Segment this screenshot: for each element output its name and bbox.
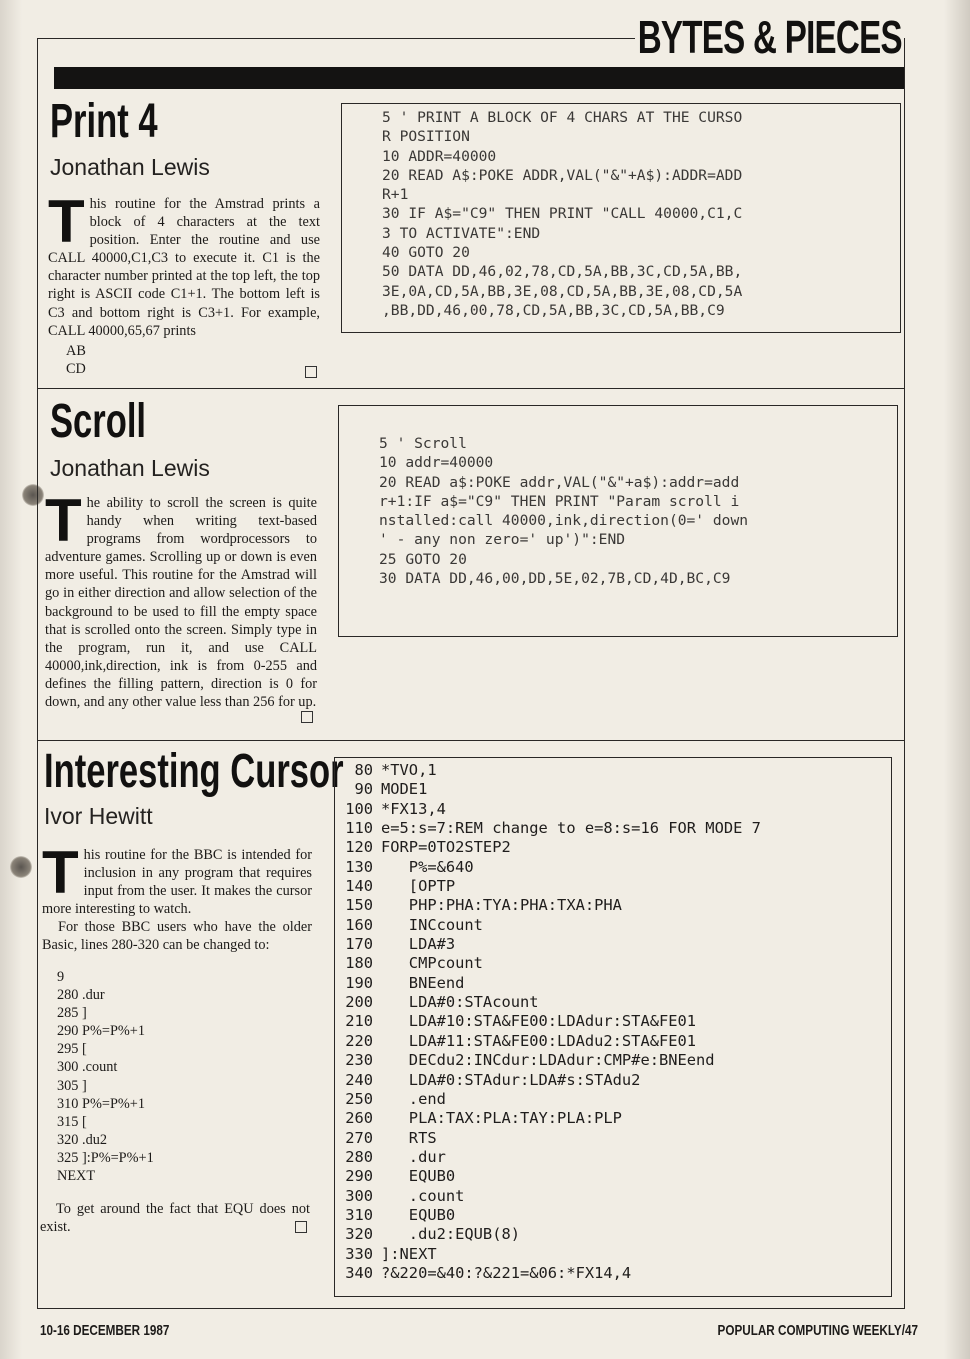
line-number: 260 <box>345 1109 373 1128</box>
listing-line: 290 P%=P%+1 <box>57 1023 146 1040</box>
line-statement: FORP=0TO2STEP2 <box>381 838 511 857</box>
frame-right-rule <box>904 38 905 1308</box>
line-statement: LDA#0:STAdur:LDA#s:STAdu2 <box>381 1070 641 1089</box>
body-paragraph: To get around the fact that EQU does not exist. <box>40 1201 310 1236</box>
code-line: R POSITION <box>382 128 470 146</box>
body-paragraph: For those BBC users who have the older Basic, lines 280-320 can be changed to: <box>42 919 312 954</box>
binder-hole <box>22 484 44 506</box>
code-line <box>337 1245 891 1264</box>
code-line <box>337 838 891 857</box>
line-number: 100 <box>345 799 373 818</box>
line-statement: PLA:TAX:PLA:TAY:PLA:PLP <box>381 1109 622 1128</box>
code-line <box>337 1225 891 1244</box>
line-number: 210 <box>345 1012 373 1031</box>
code-line <box>337 1071 891 1090</box>
line-statement: EQUB0 <box>381 1167 456 1186</box>
article-title-scroll: Scroll <box>50 395 147 448</box>
code-line: 5 ' Scroll <box>379 435 467 452</box>
frame-bottom-rule <box>37 1308 905 1309</box>
line-number: 80 <box>354 761 373 779</box>
code-line <box>337 935 891 954</box>
code-line <box>337 954 891 973</box>
end-mark <box>301 711 313 723</box>
line-statement: INCcount <box>381 915 483 934</box>
line-statement: DECdu2:INCdur:LDAdur:CMP#e:BNEend <box>381 1051 715 1070</box>
code-line: 50 DATA DD,46,02,78,CD,5A,BB,3C,CD,5A,BB, <box>382 263 743 281</box>
dropcap: T <box>45 487 82 554</box>
code-line <box>337 896 891 915</box>
dropcap: T <box>48 188 85 255</box>
line-statement: LDA#3 <box>381 935 456 954</box>
body-paragraph: his routine for the Amstrad prints a block of 4 characters at the text position. Enter the routine and use CALL 40000,C1,C3 to execute it. C1 is the character number printed at the top left, the top right is ASCII code C1+1. The bottom left is C3 and bottom right is C3+1. For example, CALL 40000,65,67 prints <box>48 196 320 339</box>
listing-line: NEXT <box>57 1168 96 1185</box>
line-statement: BNEend <box>381 973 465 992</box>
listing-line: 325 ]:P%=P%+1 <box>57 1149 154 1166</box>
code-listing-scroll <box>338 405 898 637</box>
line-number: 330 <box>345 1244 373 1263</box>
line-number: 340 <box>345 1263 373 1282</box>
line-number: 140 <box>345 877 373 896</box>
line-number: 320 <box>345 1225 373 1244</box>
frame-left-rule <box>37 38 38 1308</box>
article-body-scroll <box>45 487 317 711</box>
body-paragraph: his routine for the BBC is intended for inclusion in any program that requires input from the user. It makes the cursor more interesting to watch. <box>42 847 312 918</box>
section-title: BYTES & PIECES <box>637 11 902 63</box>
line-statement: LDA#11:STA&FE00:LDAdu2:STA&FE01 <box>381 1031 697 1050</box>
code-listing-cursor <box>334 757 892 1297</box>
code-listing-print4 <box>341 103 901 333</box>
line-number: 250 <box>345 1089 373 1108</box>
line-statement: EQUB0 <box>381 1205 456 1224</box>
code-line: 30 DATA DD,46,00,DD,5E,02,7B,CD,4D,BC,C9 <box>379 570 731 588</box>
body-paragraph: he ability to scroll the screen is quite handy when writing text-based programs from wordprocessors to adventure games. Scrolling up or down is even more useful. This routine for the Amstrad will go in either direction and allow selection of the background to be used to fill the empty space that is scrolled onto the screen. Simply type in the program, run it, and use CALL 40000,ink,direction, ink is from 0-255 and defines the filling pattern, direction is 0 for down, and any other value less than 256 for up. <box>45 495 317 711</box>
line-statement: .du2:EQUB(8) <box>381 1225 520 1244</box>
line-statement: e=5:s=7:REM change to e=8:s=16 FOR MODE 7 <box>381 819 761 838</box>
line-number: 90 <box>354 780 373 799</box>
header-bar <box>54 67 904 89</box>
dropcap: T <box>42 839 79 906</box>
line-number: 150 <box>345 896 373 915</box>
line-statement: PHP:PHA:TYA:PHA:TXA:PHA <box>381 896 622 915</box>
code-line <box>337 1051 891 1070</box>
line-statement: LDA#10:STA&FE00:LDAdur:STA&FE01 <box>381 1012 697 1031</box>
code-line <box>337 1129 891 1148</box>
code-line: R+1 <box>382 186 409 204</box>
code-line <box>337 780 891 799</box>
listing-line: 300 .count <box>57 1059 118 1076</box>
line-number: 220 <box>345 1031 373 1050</box>
line-statement: RTS <box>381 1128 437 1147</box>
code-line <box>337 1206 891 1225</box>
code-line: 40 GOTO 20 <box>382 244 470 262</box>
line-statement: *FX13,4 <box>381 799 446 818</box>
code-line <box>337 1187 891 1206</box>
code-line: ,BB,DD,46,00,78,CD,5A,BB,3C,CD,5A,BB,C9 <box>382 301 725 319</box>
article-title-print4: Print 4 <box>50 95 158 148</box>
footer-date: 10-16 DECEMBER 1987 <box>40 1322 170 1339</box>
line-number: 230 <box>345 1051 373 1070</box>
example-line: CD <box>66 361 86 378</box>
article-divider <box>37 388 905 389</box>
line-statement: [OPTP <box>381 877 456 896</box>
line-number: 160 <box>345 915 373 934</box>
listing-line: 9 <box>57 969 65 985</box>
article-body-print4 <box>48 188 320 340</box>
line-statement: LDA#0:STAcount <box>381 993 539 1012</box>
line-number: 270 <box>345 1128 373 1147</box>
code-line <box>337 800 891 819</box>
code-line <box>337 993 891 1012</box>
code-line <box>337 877 891 896</box>
article-author-print4: Jonathan Lewis <box>50 154 210 180</box>
code-line: 3E,0A,CD,5A,BB,3E,08,CD,5A,BB,3E,08,CD,5A <box>382 282 743 300</box>
line-number: 130 <box>345 857 373 876</box>
code-line: 10 addr=40000 <box>379 454 494 472</box>
line-number: 180 <box>345 954 373 973</box>
line-statement: *TVO,1 <box>381 761 437 779</box>
article-title-cursor: Interesting Cursor <box>44 745 344 798</box>
frame-top-rule <box>37 38 635 39</box>
code-text <box>339 406 897 588</box>
line-number: 300 <box>345 1186 373 1205</box>
code-line: ' - any non zero=' up')":END <box>379 531 626 549</box>
listing-line: 295 [ <box>57 1041 87 1058</box>
code-line <box>337 1109 891 1128</box>
code-line <box>337 1012 891 1031</box>
end-mark <box>305 366 317 378</box>
listing-line: 305 ] <box>57 1077 87 1094</box>
listing-line: 315 [ <box>57 1113 87 1130</box>
listing-line: 310 P%=P%+1 <box>57 1095 146 1112</box>
article-divider <box>37 740 905 741</box>
line-statement: .end <box>381 1089 446 1108</box>
code-line <box>337 1148 891 1167</box>
code-text <box>335 758 891 1283</box>
article-body-cursor <box>42 839 312 955</box>
line-statement: .count <box>381 1186 465 1205</box>
code-line <box>337 819 891 838</box>
example-output <box>66 342 86 378</box>
line-number: 280 <box>345 1147 373 1166</box>
code-line <box>337 1264 891 1283</box>
listing-line: 280 .dur <box>57 987 105 1004</box>
line-number: 170 <box>345 935 373 954</box>
line-statement: P%=&640 <box>381 857 474 876</box>
page-edge-shadow-left <box>0 0 22 1359</box>
footer-publication: POPULAR COMPUTING WEEKLY/47 <box>717 1322 918 1339</box>
line-statement: MODE1 <box>381 780 428 799</box>
line-number: 200 <box>345 993 373 1012</box>
line-statement: CMPcount <box>381 954 483 973</box>
code-line <box>337 1167 891 1186</box>
code-line <box>337 974 891 993</box>
code-line: nstalled:call 40000,ink,direction(0=' down <box>379 512 749 530</box>
code-line: r+1:IF a$="C9" THEN PRINT "Param scroll i <box>379 492 740 510</box>
article-author-scroll: Jonathan Lewis <box>50 455 210 481</box>
code-line <box>337 858 891 877</box>
code-line <box>337 1090 891 1109</box>
code-text <box>342 104 900 320</box>
code-line <box>337 1032 891 1051</box>
end-mark <box>295 1221 307 1233</box>
code-line: 25 GOTO 20 <box>379 550 467 568</box>
code-line: 30 IF A$="C9" THEN PRINT "CALL 40000,C1,C <box>382 205 743 223</box>
line-number: 240 <box>345 1070 373 1089</box>
code-line: 5 ' PRINT A BLOCK OF 4 CHARS AT THE CURSO <box>382 109 743 126</box>
line-number: 290 <box>345 1167 373 1186</box>
line-number: 120 <box>345 838 373 857</box>
code-line: 3 TO ACTIVATE":END <box>382 224 541 242</box>
listing-line: 320 .du2 <box>57 1131 108 1148</box>
code-line: 10 ADDR=40000 <box>382 147 497 165</box>
line-number: 310 <box>345 1205 373 1224</box>
code-line: 20 READ a$:POKE addr,VAL("&"+a$):addr=add <box>379 473 740 491</box>
line-statement: ?&220=&40:?&221=&06:*FX14,4 <box>381 1263 632 1282</box>
page-edge-shadow-right <box>944 0 970 1359</box>
code-line <box>337 916 891 935</box>
listing-line: 285 ] <box>57 1005 87 1022</box>
article-author-cursor: Ivor Hewitt <box>44 803 153 829</box>
line-statement: .dur <box>381 1147 446 1166</box>
article-closing-cursor <box>40 1200 310 1236</box>
code-line: 20 READ A$:POKE ADDR,VAL("&"+A$):ADDR=ADD <box>382 166 743 184</box>
alternative-listing <box>57 968 154 1185</box>
line-number: 190 <box>345 973 373 992</box>
example-line: AB <box>66 343 86 359</box>
code-line <box>337 761 891 780</box>
binder-hole <box>10 856 32 878</box>
line-statement: ]:NEXT <box>381 1244 437 1263</box>
line-number: 110 <box>345 819 373 838</box>
